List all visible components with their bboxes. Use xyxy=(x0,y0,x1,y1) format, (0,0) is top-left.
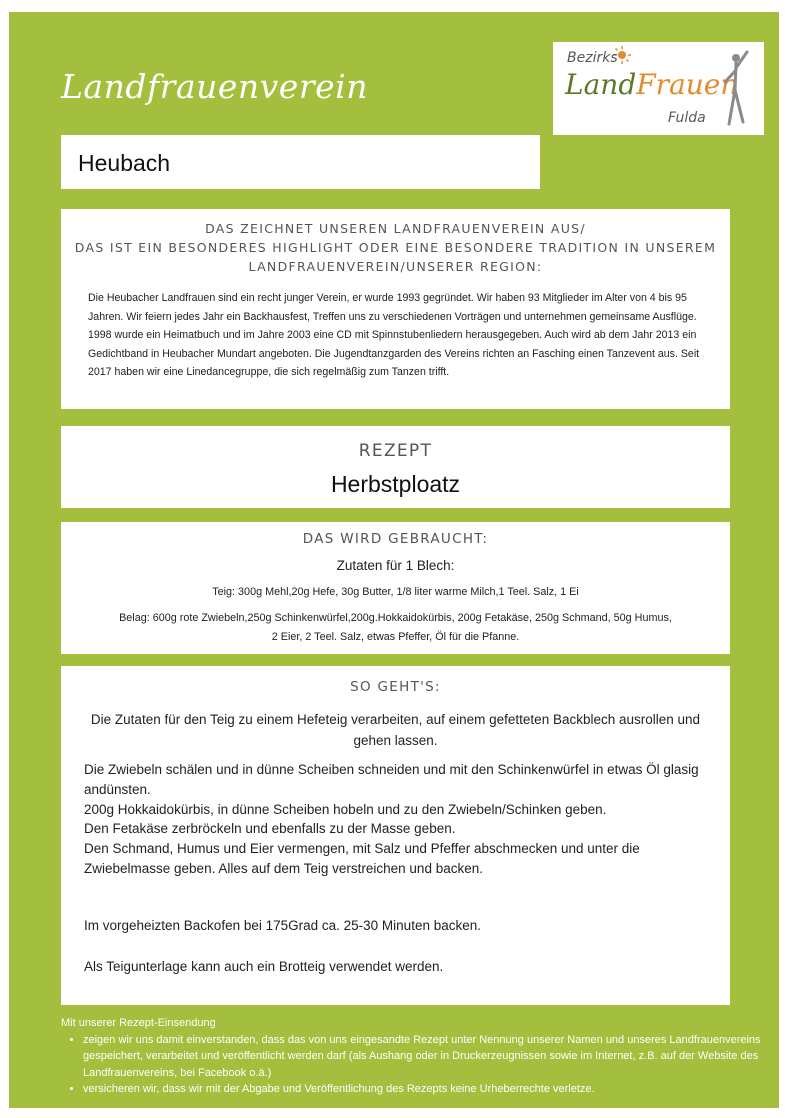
ingredients-section xyxy=(61,522,730,654)
landfrauen-logo xyxy=(553,42,764,135)
club-name-box xyxy=(61,135,540,189)
recipe-title-section xyxy=(61,426,730,508)
highlight-section xyxy=(61,209,730,409)
logo-wordmark xyxy=(565,68,738,101)
highlight-heading xyxy=(61,219,730,276)
dancer-figure-icon xyxy=(720,48,750,128)
ingredients-dough: Teig: 300g Mehl,20g Hefe, 30g Butter, 1/8 liter warme Milch,1 Teel. Salz, 1 Ei xyxy=(212,586,579,598)
logo-bottom-word: Fulda xyxy=(668,110,706,126)
club-name: Heubach xyxy=(78,150,171,176)
recipe-sheet xyxy=(9,12,779,1108)
logo-frauen-word: Frauen xyxy=(636,68,739,101)
logo-land-word: Land xyxy=(565,68,637,101)
method-steps xyxy=(84,760,714,879)
logo-top-word: Bezirks xyxy=(567,50,618,66)
method-note: Als Teigunterlage kann auch ein Brotteig verwendet werden. xyxy=(84,959,444,974)
highlight-heading-line1: DAS ZEICHNET UNSEREN LANDFRAUENVEREIN AUS/ xyxy=(205,221,586,236)
footer-item: • zeigen wir uns damit einverstanden, dass das von uns eingesandte Rezept unter Nennung unserer Namen und unseres Landfrauenvereins gespeichert, verarbeitet und veröffentlicht werden darf (als Aushang oder in Druckerzeugnissen sowie im Internet, z.B. auf der Website des Landfrauenvereins, bei Facebook o.ä.) xyxy=(83,1032,761,1082)
ingredients-topping xyxy=(61,609,730,647)
footer-list xyxy=(61,1032,761,1098)
club-type-title: Landfrauenverein xyxy=(61,67,368,106)
method-oven: Im vorgeheizten Backofen bei 175Grad ca. 25-30 Minuten backen. xyxy=(84,918,481,933)
method-intro: Die Zutaten für den Teig zu einem Hefeteig verarbeiten, auf einem gefetteten Backblech ausrollen und gehen lassen. xyxy=(90,712,701,748)
consent-footer xyxy=(61,1015,761,1098)
recipe-label: REZEPT xyxy=(358,441,433,461)
ingredients-heading: DAS WIRD GEBRAUCHT: xyxy=(302,531,489,547)
ingredients-topping-line1: Belag: 600g rote Zwiebeln,250g Schinkenwürfel,200g.Hokkaidokürbis, 200g Fetakäse, 250g Schmand, 50g Humus, xyxy=(119,612,672,624)
method-step: Den Fetakäse zerbröckeln und ebenfalls zu der Masse geben. xyxy=(84,821,456,837)
method-step: Den Schmand, Humus und Eier vermengen, mit Salz und Pfeffer abschmecken und unter die Zwiebelmasse geben. Alles auf dem Teig verstreichen und backen. xyxy=(84,841,640,876)
method-step: 200g Hokkaidokürbis, in dünne Scheiben hobeln und zu den Zwiebeln/Schinken geben. xyxy=(84,801,607,817)
highlight-body: Die Heubacher Landfrauen sind ein recht junger Verein, er wurde 1993 gegründet. Wir haben 93 Mitglieder im Alter von 4 bis 95 Jahren. Wir feiern jedes Jahr ein Backhausfest, Treffen uns zu verschiedenen Vorträgen und unternehmen gemeinsame Ausflüge. 1998 wurde ein Heimatbuch und im Jahre 2003 eine CD mit Spinnstubenliedern herausgegeben. Auch wird ab dem Jahr 2013 ein Gedichtband in Heubacher Mundart angeboten. Die Jugendtanzgarden des Vereins richten an Fasching einen Tanzevent aus. Seit 2017 haben wir eine Linedancegruppe, die sich regelmäßig zum Tanzen trifft. xyxy=(88,292,700,379)
highlight-heading-line2: DAS IST EIN BESONDERES HIGHLIGHT ODER EINE BESONDERE TRADITION IN UNSEREM LANDFRAUENVEREIN/UNSERER REGION: xyxy=(74,240,717,274)
ingredients-yield: Zutaten für 1 Blech: xyxy=(336,558,455,573)
recipe-title: Herbstploatz xyxy=(330,471,461,497)
method-section xyxy=(61,666,730,1005)
method-step: Die Zwiebeln schälen und in dünne Scheiben schneiden und mit den Schinkenwürfel in etwas Öl glasig andünsten. xyxy=(84,762,699,797)
footer-intro: Mit unserer Rezept-Einsendung xyxy=(61,1017,216,1029)
footer-item: • versicheren wir, dass wir mit der Abgabe und Veröffentlichung des Rezepts keine Urheberrechte verletze. xyxy=(83,1081,761,1098)
ingredients-topping-line2: 2 Eier, 2 Teel. Salz, etwas Pfeffer, Öl für die Pfanne. xyxy=(271,631,520,643)
method-heading: SO GEHT'S: xyxy=(350,679,441,695)
